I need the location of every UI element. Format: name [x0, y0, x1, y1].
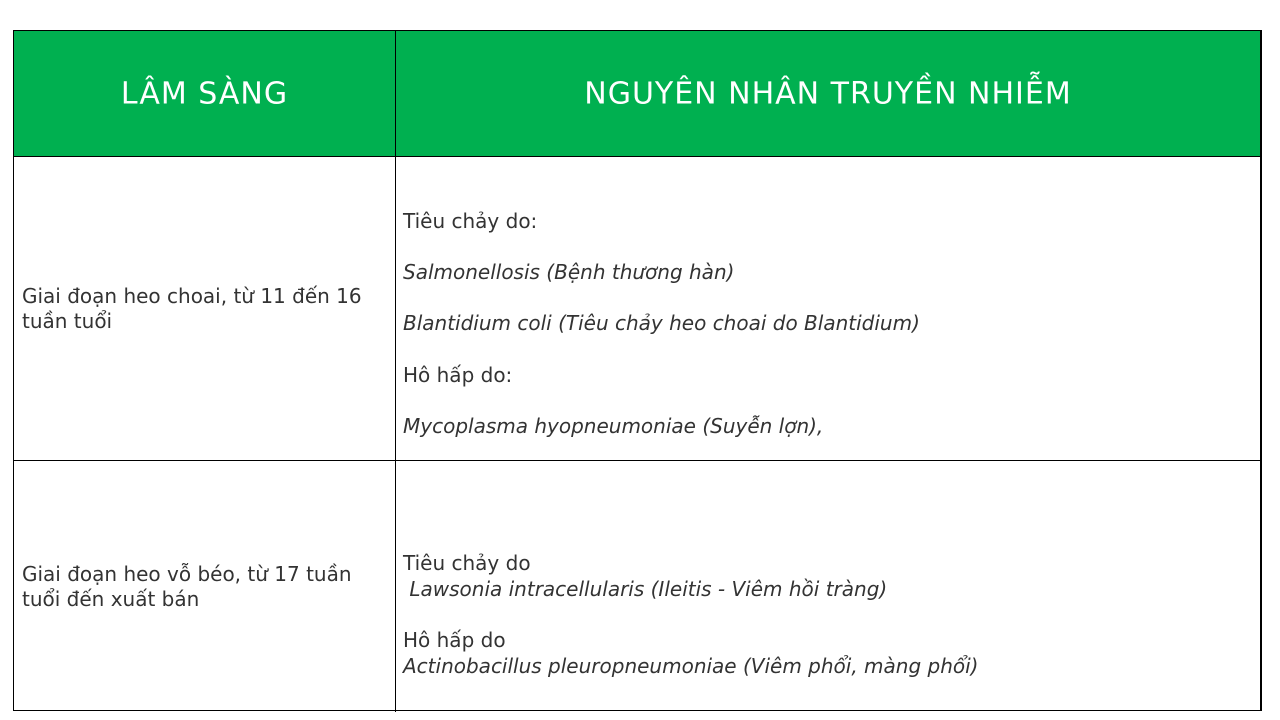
table-row — [14, 157, 1260, 461]
cause-pathogen: Blantidium coli (Tiêu chảy heo choai do Blantidium) — [403, 311, 920, 335]
cause-heading-diarrhea: Tiêu chảy do — [403, 551, 531, 575]
cause-heading-respiratory: Hô hấp do — [403, 628, 506, 652]
stage-cell — [14, 461, 396, 712]
cause-heading-diarrhea: Tiêu chảy do: — [403, 209, 538, 233]
stage-label: Giai đoạn heo choai, từ 11 đến 16 tuần tuổi — [22, 283, 362, 333]
table-row — [14, 461, 1260, 712]
cause-cell — [396, 461, 1260, 712]
header-cause-label: NGUYÊN NHÂN TRUYỀN NHIỄM — [584, 76, 1072, 111]
table-header-row — [14, 31, 1260, 157]
stage-cell — [14, 157, 396, 460]
cause-pathogen: Lawsonia intracellularis (Ileitis - Viêm hồi tràng) — [403, 577, 888, 601]
cause-pathogen: Salmonellosis (Bệnh thương hàn) — [403, 260, 735, 284]
header-clinical-label: LÂM SÀNG — [120, 76, 289, 111]
cause-cell — [396, 157, 1260, 460]
header-cell-clinical — [14, 31, 396, 156]
cause-heading-respiratory: Hô hấp do: — [403, 363, 513, 387]
header-cell-cause — [396, 31, 1260, 156]
cause-pathogen: Mycoplasma hyopneumoniae (Suyễn lợn), — [403, 414, 824, 438]
cause-pathogen: Actinobacillus pleuropneumoniae (Viêm phổi, màng phổi) — [403, 654, 979, 678]
disease-table — [13, 30, 1262, 711]
stage-label: Giai đoạn heo vỗ béo, từ 17 tuần tuổi đến xuất bán — [22, 561, 352, 611]
